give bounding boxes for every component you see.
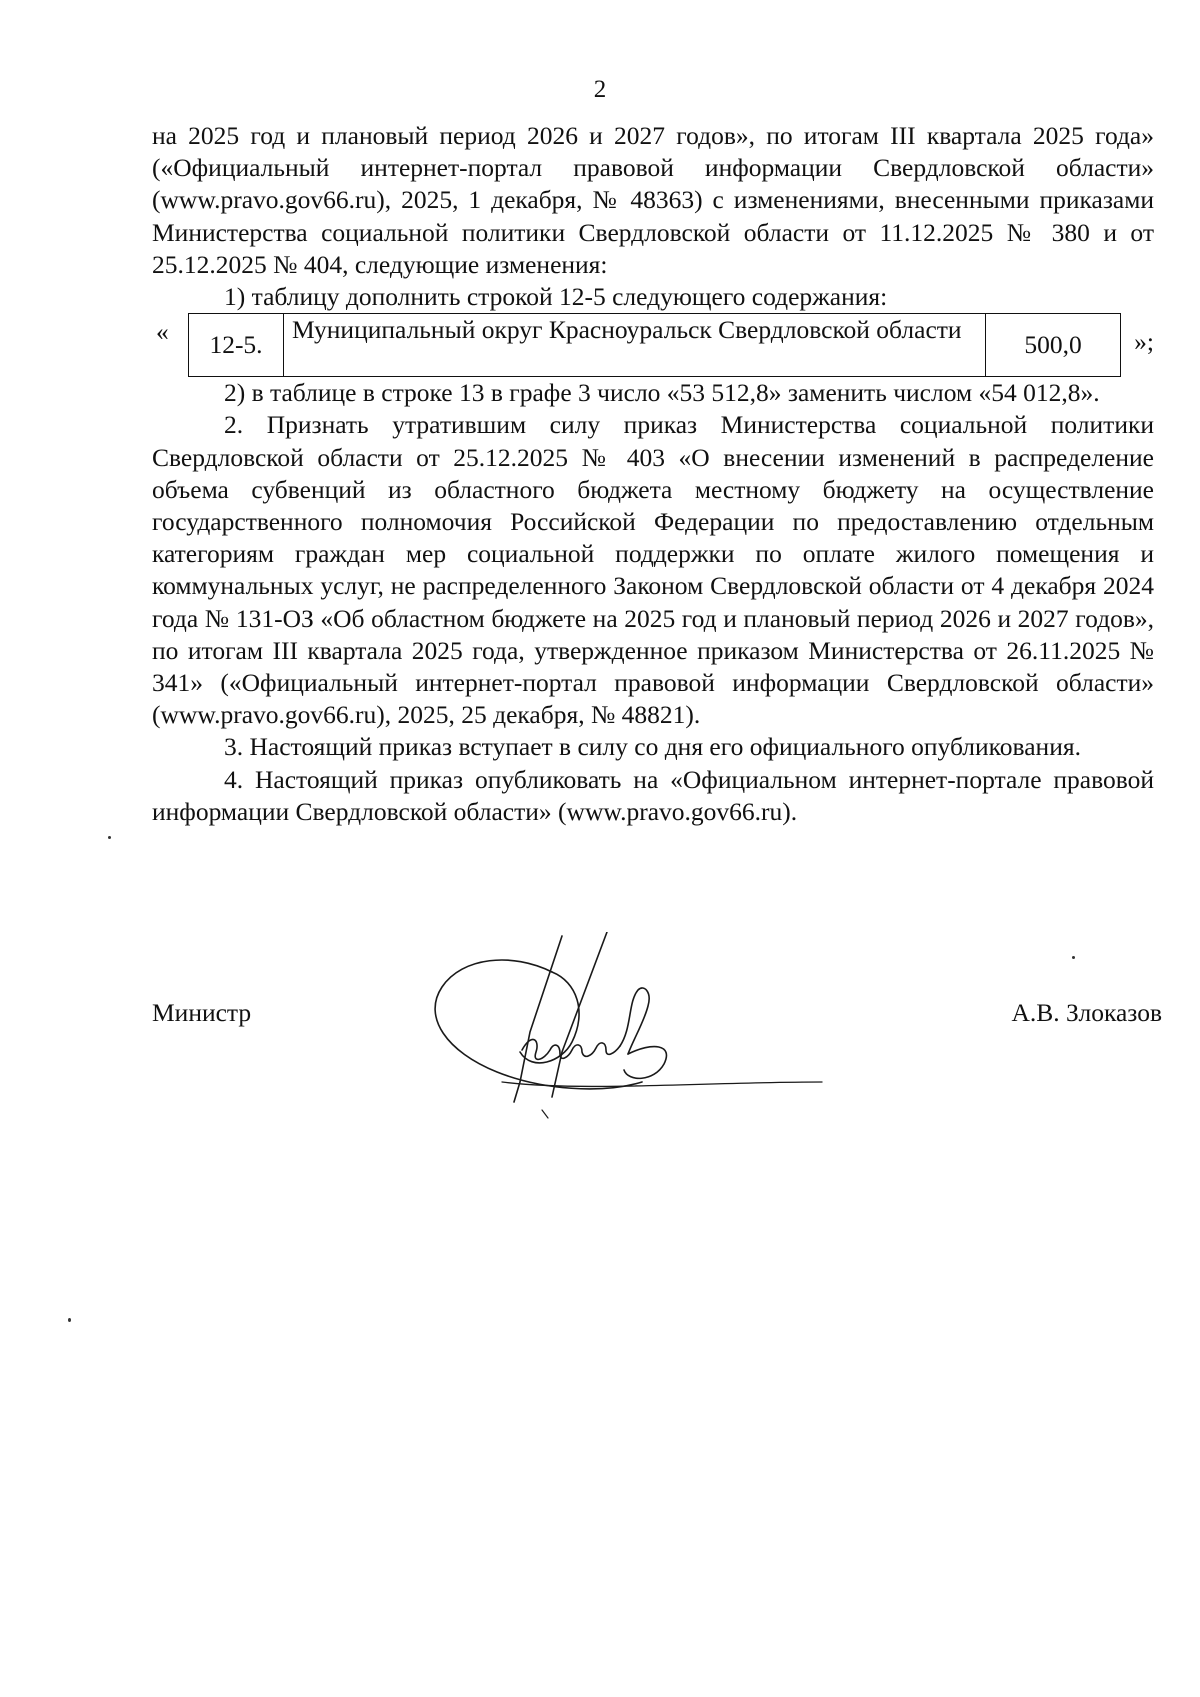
page-number: 2 [593,76,607,103]
paragraph-continuation: на 2025 год и плановый период 2026 и 2027 годов», по итогам III квартала 2025 года» («Официальный интернет-портал правовой информации Свердловской области» (www.pravo.gov66.ru), 2025, 1 декабря, № 48363) с изменениями, внесенными приказами Министерства социальной политики Свердловской области от 11.12.2025 № 380 и от 25.12.2025 № 404, следующие изменения: [152,121,1154,279]
row-number-cell: 12-5. [189,314,284,377]
signatory-title: Министр [152,998,252,1027]
closing-quote: »; [1134,327,1154,357]
scan-speck [1072,956,1075,959]
row-value-cell: 500,0 [986,314,1121,377]
inserted-table-row [152,313,1154,377]
paragraph-section-2: 2. Признать утратившим силу приказ Министерства социальной политики Свердловской области от 25.12.2025 № 403 «О внесении изменений в распределение объема субвенций из областного бюджета местному бюджету на осуществление государственного полномочия Российской Федерации по предоставлению отдельным категориям граждан мер социальной поддержки по оплате жилого помещения и коммунальных услуг, не распределенного Законом Свердловской области от 4 декабря 2024 года № 131-ОЗ «Об областном бюджете на 2025 год и плановый период 2026 и 2027 годов», по итогам III квартала 2025 года, утвержденное приказом Министерства от 26.11.2025 № 341» («Официальный интернет-портал правовой информации Свердловской области» (www.pravo.gov66.ru), 2025, 25 декабря, № 48821). [152,410,1154,730]
paragraph-item-2: 2) в таблице в строке 13 в графе 3 число «53 512,8» заменить числом «54 012,8». [224,378,1100,408]
signatory-name: А.В. Злоказов [1011,998,1162,1027]
row-name-cell: Муниципальный округ Красноуральск Свердловской области [284,314,986,377]
document-body [152,120,1154,828]
opening-quote: « [156,317,169,347]
scan-speck [68,1318,71,1322]
handwritten-signature [402,932,832,1122]
row-table [188,313,1121,377]
paragraph-section-4: 4. Настоящий приказ опубликовать на «Официальном интернет-портале правовой информации Свердловской области» (www.pravo.gov66.ru). [152,764,1154,826]
paragraph-section-3: 3. Настоящий приказ вступает в силу со дня его официального опубликования. [224,732,1081,762]
signature-block [152,990,1162,1140]
paragraph-item-1: 1) таблицу дополнить строкой 12-5 следующего содержания: [224,282,888,312]
scan-speck [108,836,111,839]
